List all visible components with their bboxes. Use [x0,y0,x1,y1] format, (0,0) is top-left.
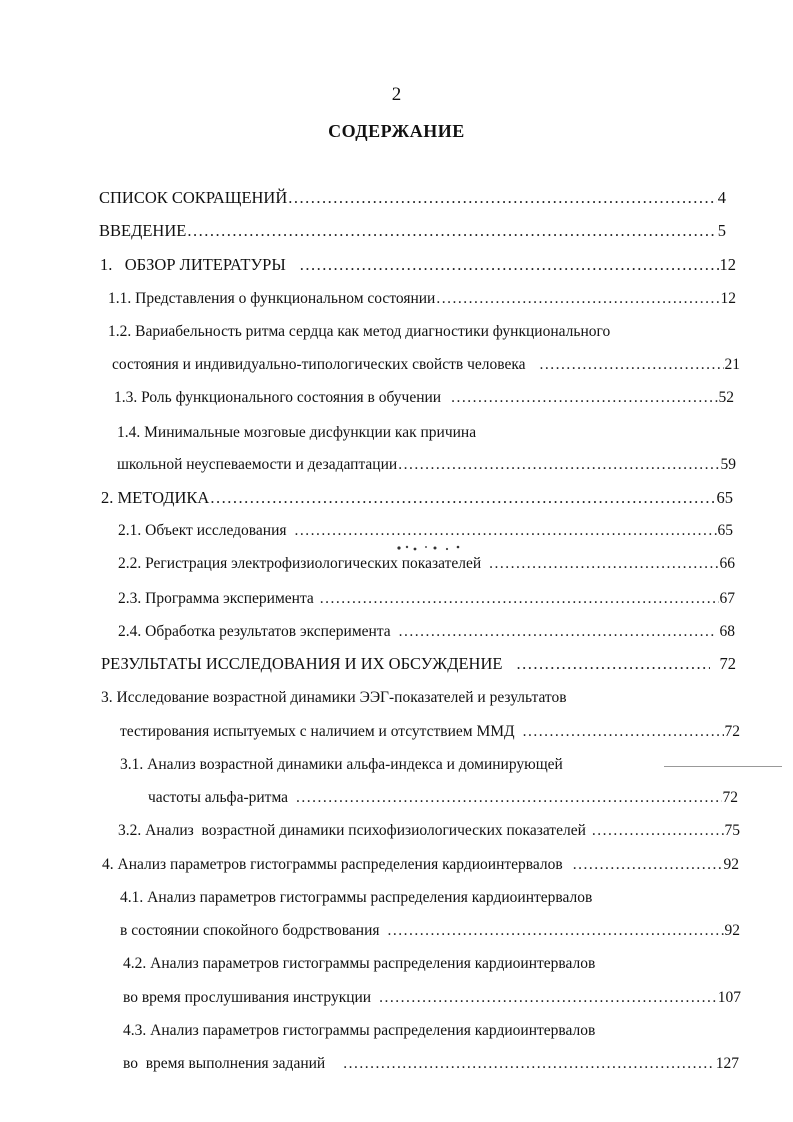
toc-entry-title: состояния и индивидуально-типологических свойств человека [112,356,526,373]
toc-entry [120,720,740,744]
toc-leader-dots [296,786,721,810]
toc-entry-page: 67 [719,590,735,607]
toc-entry [118,552,735,576]
toc-entry-title: 4.2. Анализ параметров гистограммы распределения кардиоинтервалов [123,955,596,972]
toc-entry [101,686,681,710]
toc-entry-title: 2.4. Обработка результатов эксперимента [118,623,391,640]
scan-artifact-line [664,766,782,767]
toc-entry [123,952,703,976]
toc-entry-title: 4.1. Анализ параметров гистограммы распределения кардиоинтервалов [120,889,593,906]
toc-entry [108,287,736,311]
toc-entry-page: 21 [724,356,740,373]
toc-entry [118,819,740,843]
toc-entry-page: 75 [724,822,740,839]
toc-entry-title: 1.4. Минимальные мозговые дисфункции как причина [117,424,477,441]
toc-leader-dots [489,552,718,576]
toc-entry [123,1019,703,1043]
toc-entry-title: СПИСОК СОКРАЩЕНИЙ [99,188,288,207]
toc-entry-title: 1.2. Вариабельность ритма сердца как метод диагностики функционального [108,323,611,340]
toc-entry [148,786,738,810]
toc-entry-page: 92 [724,922,740,939]
toc-entry-title: в состоянии спокойного бодрствования [120,922,380,939]
toc-leader-dots [210,486,715,510]
toc-entry-title: 4.3. Анализ параметров гистограммы распределения кардиоинтервалов [123,1022,596,1039]
toc-entry-title: 2. МЕТОДИКА [101,488,210,507]
toc-entry-title: во время прослушивания инструкции [123,989,372,1006]
toc-entry-title: 3. Исследование возрастной динамики ЭЭГ-показателей и результатов [101,689,567,706]
toc-entry-title: 1.1. Представления о функциональном состоянии [108,290,436,307]
toc-entry-title: РЕЗУЛЬТАТЫ ИССЛЕДОВАНИЯ И ИХ ОБСУЖДЕНИЕ [101,654,503,673]
toc-entry [117,421,577,445]
toc-entry [120,886,700,910]
toc-leader-dots [399,620,714,644]
toc-entry-page: 4 [717,188,726,207]
toc-entry-page: 59 [720,456,736,473]
toc-entry-title: 1. ОБЗОР ЛИТЕРАТУРЫ [100,255,286,274]
toc-entry-page: 72 [722,789,738,806]
toc-entry-page: 66 [719,555,735,572]
toc-entry-page: 72 [724,723,740,740]
toc-entry-title: тестирования испытуемых с наличием и отсутствием ММД [120,723,515,740]
toc-entry [114,386,734,410]
toc-entry-page: 107 [717,989,741,1006]
toc-entry [100,253,736,277]
toc-entry-page: 12 [720,290,736,307]
toc-entry [99,186,726,210]
toc-entry [112,353,740,377]
toc-entry-title: 3.1. Анализ возрастной динамики альфа-индекса и доминирующей [120,756,563,773]
toc-leader-dots [187,219,716,243]
toc-entry-title: 2.1. Объект исследования [118,522,287,539]
toc-leader-dots [320,587,719,611]
toc-entry-title: 1.3. Роль функционального состояния в обучении [114,389,442,406]
toc-leader-dots [379,986,717,1010]
toc-leader-dots [295,519,717,543]
toc-entry-title: школьной неуспеваемости и дезадаптации [117,456,398,473]
page-title: СОДЕРЖАНИЕ [328,121,465,141]
toc-leader-dots [398,453,719,477]
toc-entry-title: ВВЕДЕНИЕ [99,221,187,240]
toc-entry-page: 5 [717,221,726,240]
toc-entry [120,919,740,943]
toc-leader-dots [523,720,724,744]
toc-entry-title: 4. Анализ параметров гистограммы распределения кардиоинтервалов [102,856,563,873]
toc-leader-dots [300,253,719,277]
toc-entry-page: 127 [715,1055,739,1072]
toc-leader-dots [288,186,716,210]
toc-entry [118,519,733,543]
toc-entry [101,486,733,510]
toc-leader-dots [540,353,724,377]
toc-leader-dots [592,819,724,843]
toc-entry [99,219,726,243]
toc-entry [118,587,735,611]
toc-entry [123,1052,739,1076]
toc-entry-page: 72 [719,654,736,673]
toc-entry [123,986,741,1010]
toc-entry-page: 65 [716,488,733,507]
toc-leader-dots [343,1052,715,1076]
toc-entry-title: 3.2. Анализ возрастной динамики психофизиологических показателей [118,822,586,839]
toc-leader-dots [451,386,717,410]
page-number: 2 [391,84,402,105]
toc-entry-title: частоты альфа-ритма [148,789,289,806]
toc-leader-dots [436,287,719,311]
toc-entry [118,620,735,644]
toc-entry-page: 12 [719,255,736,274]
toc-entry-title: во время выполнения заданий [123,1055,326,1072]
toc-entry [102,853,739,877]
toc-leader-dots [388,919,724,943]
toc-entry-page: 68 [719,623,735,640]
toc-entry-title: 2.3. Программа эксперимента [118,590,314,607]
toc-entry [101,652,736,676]
toc-entry-title: 2.2. Регистрация электрофизиологических показателей [118,555,482,572]
toc-entry-page: 92 [723,856,739,873]
toc-entry [117,453,736,477]
toc-entry-page: 52 [718,389,734,406]
toc-entry [108,320,728,344]
toc-entry-page: 65 [717,522,733,539]
scan-speckle [395,544,475,552]
toc-leader-dots [573,853,723,877]
toc-entry [120,753,660,777]
toc-leader-dots [516,652,709,676]
